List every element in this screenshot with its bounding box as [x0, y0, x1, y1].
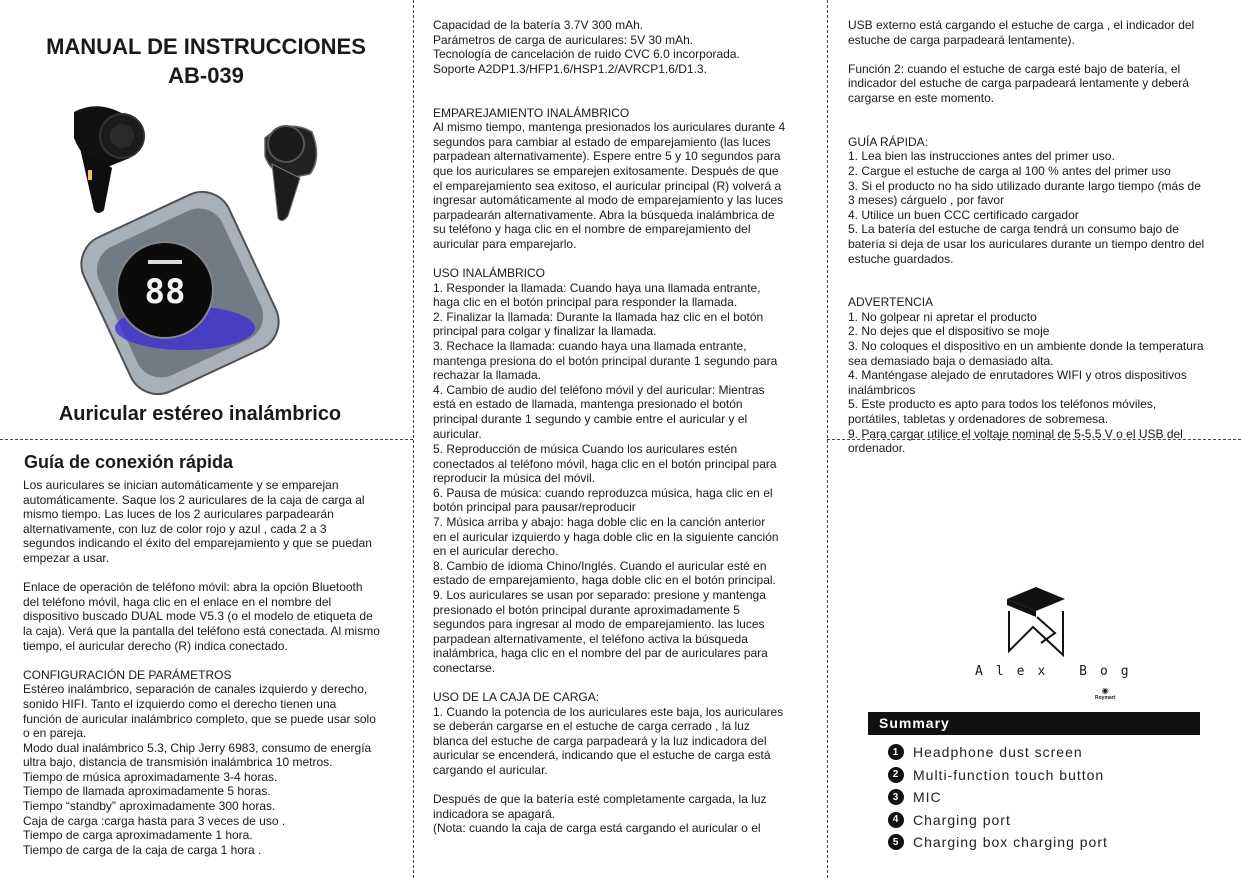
summary-item [888, 809, 1108, 832]
summary-item [888, 764, 1108, 787]
right-top-text: USB externo está cargando el estuche de carga , el indicador del estuche de carga parpadeará lentamente). Función 2: cuando el estuche de carga esté bajo de batería, el indicador del estuche de carga parpadeará lentamente y deberá cargarse en este momento. GUÍA RÁPIDA: 1. Lea bien las instrucciones antes del primer uso. 2. Cargue el estuche de carga al 100 % antes del primer uso 3. Si el producto no ha sido utilizado durante largo tiempo (más de 3 meses) cárguelo , por favor 4. Utilice un buen CCC certificado cargador 5. La batería del estuche de carga tendrá un consumo bajo de batería si deja de usar los auriculares durante un tiempo dentro del estuche guardados. ADVERTENCIA 1. No golpear ni apretar el producto 2. No dejes que el dispositivo se moje 3. No coloques el dispositivo en un ambiente donde la temperatura sea demasiado baja o demasiado alta. 4. Manténgase alejado de enrutadores WIFI y otros dispositivos inalámbricos 5. Este producto es apto para todos los teléfonos móviles, portátiles, tabletas y ordenadores de sobremesa. 9. Para cargar utilice el voltaje nominal de 5-5.5 V o el USB del ordenador. [848, 18, 1205, 456]
summary-title: Summary [879, 715, 950, 731]
number-bullet-icon: 2 [888, 767, 904, 783]
middle-bottom-text: 5. Reproducción de música Cuando los auriculares estén conectados al teléfono móvil, haga clic en el botón principal para reproducir la música del móvil. 6. Pausa de música: cuando reproduzca música, haga clic en el botón principal para pausar/reproducir 7. Música arriba y abajo: haga doble clic en la canción anterior en el auricular izquierdo y haga doble clic en la siguiente canción en el auricular derecho. 8. Cambio de idioma Chino/Inglés. Cuando el auricular esté en estado de emparejamiento, haga doble clic en el botón principal. 9. Los auriculares se usan por separado: presione y mantenga presionado el botón principal durante aproximadamente 5 segundos para ingresar al modo de emparejamiento. las luces parpadean alternativamente, el teléfono activa la búsqueda inalámbrica, haga clic en el nombre del par de auriculares para conectarse. USO DE LA CAJA DE CARGA: 1. Cuando la potencia de los auriculares este baja, los auriculares se deberán cargarse en el estuche de carga cerrado , la luz blanca del estuche de carga parpadeará y la luz indicadora del auricular se encenderá, indicando que el estuche de carga está cargando el auricular. Después de que la batería esté completamente cargada, la luz indicadora se apagará. (Nota: cuando la caja de carga está cargando el auricular o el [433, 442, 784, 836]
earbuds-product-image [60, 98, 340, 398]
summary-item [888, 831, 1108, 854]
left-earbud-image [74, 106, 144, 213]
right-earbud-image [265, 126, 317, 221]
sub-brand-name: Roymart [1095, 695, 1116, 701]
charging-case-image [72, 182, 289, 398]
sub-brand-logo: ◉ Roymart [1095, 686, 1116, 701]
brand-logo-icon [1003, 585, 1069, 659]
summary-item-label: Charging port [913, 811, 1011, 828]
brand-name: Alex Bog [975, 664, 1142, 679]
fold-line-horizontal-left [0, 439, 413, 440]
fold-line-left [413, 0, 414, 878]
case-led-display: 88 [144, 272, 186, 312]
middle-top-text: Capacidad de la batería 3.7V 300 mAh. Parámetros de carga de auriculares: 5V 30 mAh. Tecnología de cancelación de ruido CVC 6.0 incorporada. Soporte A2DP1.3/HFP1.6/HSP1.2/AVRCP1.6/D1.3. EMPAREJAMIENTO INALÁMBRICO Al mismo tiempo, mantenga presionados los auriculares durante 4 segundos para cambiar al estado de emparejamiento (las luces parpadean alternativamente). Espere entre 5 y 10 segundos para que los auriculares se emparejen exitosamente. Después de que el emparejamiento sea exitoso, el auricular principal (R) volverá a ingresar automáticamente al modo de emparejamiento y las luces parpadearán alternativamente. Abra la búsqueda inalámbrica de su teléfono y haga clic en el nombre de emparejamiento del auricular para emparejarlo. USO INALÁMBRICO 1. Responder la llamada: Cuando haya una llamada entrante, haga clic en el botón principal para responder la llamada. 2. Finalizar la llamada: Durante la llamada haz clic en el botón principal para colgar y finalizar la llamada. 3. Rechace la llamada: cuando haya una llamada entrante, mantenga presiona do el botón principal durante 1 segundo para rechazar la llamada. 4. Cambio de audio del teléfono móvil y del auricular: Mientras está en estado de llamada, mantenga presionado el botón principal durante 1 segundo y cambie entre el auricular y el auricular. [433, 18, 786, 441]
summary-item-label: Charging box charging port [913, 834, 1108, 851]
summary-item-label: Multi-function touch button [913, 766, 1105, 783]
quick-guide-text: Los auriculares se inician automáticamente y se emparejan automáticamente. Saque los 2 auriculares de la caja de carga al mismo tiempo. Las luces de los 2 auriculares parpadearán alternativamente, con luz de color rojo y azul , cada 2 a 3 segundos indicando el éxito del emparejamiento y que se puedan empezar a usar. Enlace de operación de teléfono móvil: abra la opción Bluetooth del teléfono móvil, haga clic en el enlace en el nombre del dispositivo buscado DUAL mode V5.3 (o el modelo de etiqueta de la caja). Verá que la pantalla del teléfono está conectada. Al mismo tiempo, el auricular derecho (R) indica conectado. CONFIGURACIÓN DE PARÁMETROS Estéreo inalámbrico, separación de canales izquierdo y derecho, sonido HIFI. Tanto el izquierdo como el derecho tienen una función de auricular inalámbrico completo, que se puede usar solo o en pareja. Modo dual inalámbrico 5.3, Chip Jerry 6983, consumo de energía ultra bajo, distancia de transmisión inalámbrica 10 metros. Tiempo de música aproximadamente 3-4 horas. Tiempo de llamada aproximadamente 5 horas. Tiempo “standby” aproximadamente 300 horas. Caja de carga :carga hasta para 3 veces de uso . Tiempo de carga aproximadamente 1 hora. Tiempo de carga de la caja de carga 1 hora . [23, 478, 380, 857]
number-bullet-icon: 4 [888, 812, 904, 828]
manual-title [0, 32, 412, 90]
summary-header [868, 712, 1200, 735]
summary-item-label: MIC [913, 789, 942, 806]
title-line-1: MANUAL DE INSTRUCCIONES [46, 34, 366, 59]
number-bullet-icon: 3 [888, 789, 904, 805]
title-line-2: AB-039 [168, 63, 244, 88]
quick-guide-title: Guía de conexión rápida [24, 452, 234, 472]
number-bullet-icon: 5 [888, 834, 904, 850]
summary-item-label: Headphone dust screen [913, 744, 1083, 761]
summary-list [888, 741, 1108, 854]
summary-item [888, 786, 1108, 809]
number-bullet-icon: 1 [888, 744, 904, 760]
product-caption: Auricular estéreo inalámbrico [58, 403, 342, 425]
summary-item [888, 741, 1108, 764]
